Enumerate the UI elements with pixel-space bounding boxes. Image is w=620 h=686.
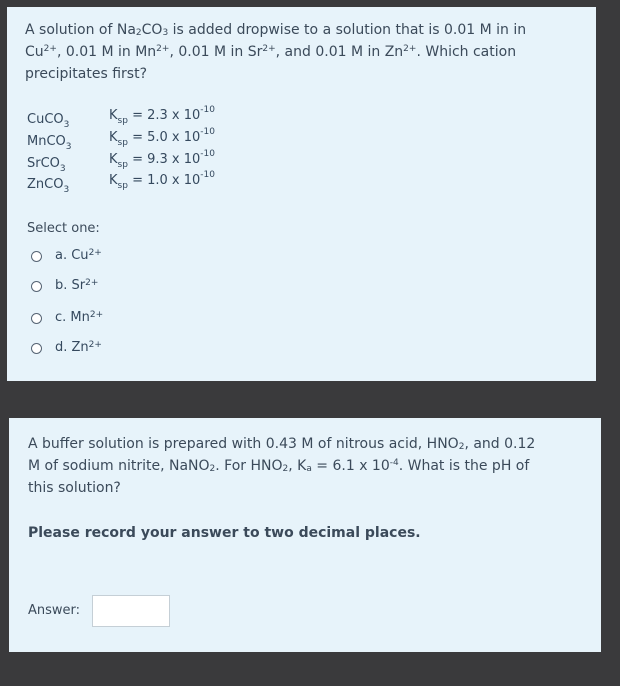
radio-c[interactable] xyxy=(31,313,42,324)
option-a[interactable]: a. Cu $^{2+}$ xyxy=(31,246,102,266)
compound-mnco3: MnCO$_3$ xyxy=(27,134,72,152)
question-1-stem: A solution of $Na_2CO_3$ is added dropwise to a solution that is 0.01 M in in $Cu^{2+}$, 0.01 M in $Mn^{2+}$, 0.01 M in $Sr^{2+}$, and 0.01 M in $Zn^{2+}$. Which cation precipitates first? xyxy=(25,22,527,82)
option-c[interactable]: c. Mn $^{2+}$ xyxy=(31,308,103,328)
radio-b[interactable] xyxy=(31,281,42,292)
select-one-label: Select one: xyxy=(27,221,100,236)
ksp-cuco3: $K_{sp} = 2.3$ x $10^{-10}$ xyxy=(109,105,215,126)
compound-srco3: SrCO$_3$ xyxy=(27,156,66,174)
question-2-stem: A buffer solution is prepared with 0.43 M of nitrous acid, $HNO_2$, and 0.12 M of sodium nitrite, NaNO$_2$. For $HNO_2$, $K_a = 6.1$ x $10^{-4}$. What is the pH of this solution? xyxy=(28,436,536,496)
answer-label: Answer: xyxy=(28,603,81,618)
option-b[interactable]: b. Sr $^{2+}$ xyxy=(31,276,98,296)
ksp-srco3: $K_{sp} = 9.3$ x $10^{-10}$ xyxy=(109,149,215,170)
instruction-text: Please record your answer to two decimal places. xyxy=(28,525,421,541)
ksp-mnco3: $K_{sp} = 5.0$ x $10^{-10}$ xyxy=(109,127,215,148)
option-d[interactable]: d. Zn $^{2+}$ xyxy=(31,338,102,358)
radio-a[interactable] xyxy=(31,251,42,262)
answer-input[interactable] xyxy=(92,595,170,627)
compound-cuco3: CuCO$_3$ xyxy=(27,112,70,130)
compound-znco3: ZnCO$_3$ xyxy=(27,177,70,195)
question-1-panel xyxy=(7,7,596,381)
question-2-panel xyxy=(9,418,601,652)
radio-d[interactable] xyxy=(31,343,42,354)
ksp-znco3: $K_{sp} = 1.0$ x $10^{-10}$ xyxy=(109,170,215,191)
